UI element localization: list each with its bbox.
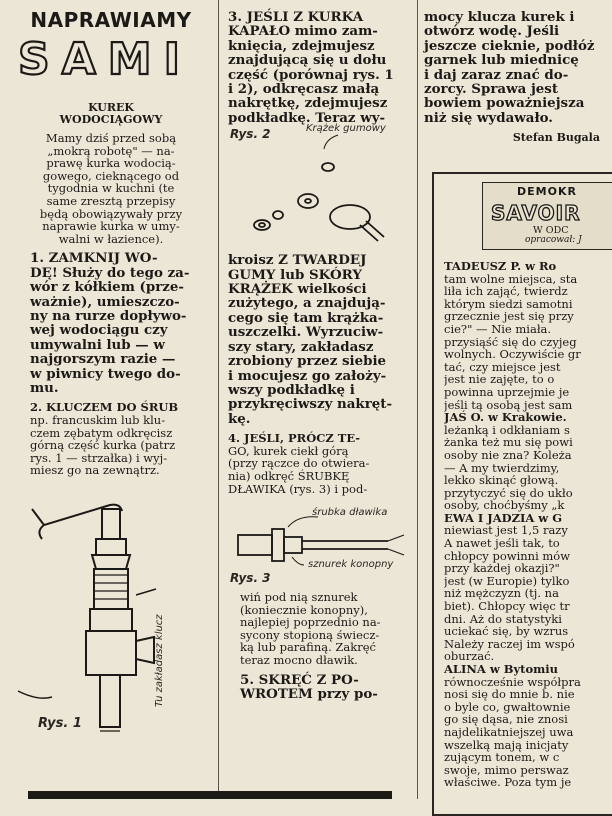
- figure-3-note-screw: śrubka dławika: [312, 507, 388, 519]
- text-line: teraz mocno dławik.: [240, 653, 358, 668]
- banner-line-4: opracował: J: [525, 235, 582, 245]
- text-line: (koniecznie konopny),: [240, 602, 368, 617]
- text-line: bowiem poważniejsza: [424, 95, 585, 112]
- text-line: czem zębatym odkręcisz: [30, 425, 173, 440]
- step-5-paragraph: [228, 673, 412, 702]
- text-line: najdelikatniejszej uwa: [444, 724, 574, 739]
- text-line: mocy klucza kurek i: [424, 9, 575, 25]
- savoir-vivre-text: [444, 260, 612, 800]
- text-line: „mokrą robotę" — na-: [47, 143, 175, 158]
- text-line: sycony stopioną świecz-: [240, 627, 380, 642]
- text-line: ką lub parafiną. Zakręć: [240, 640, 376, 655]
- step-4-paragraph: [228, 432, 412, 495]
- text-line: cego się tam krążka-: [228, 309, 384, 326]
- text-line: 3. JEŚLI Z KURKA: [228, 9, 364, 25]
- text-line: część (porównaj rys. 1: [228, 66, 394, 83]
- text-line: biet). Chłopcy więc tr: [444, 599, 570, 614]
- text-line: wiń pod nią sznurek: [240, 590, 358, 605]
- text-line: przysiąść się do czyjeg: [444, 334, 577, 349]
- text-line: — A my twierdzimy,: [444, 460, 560, 475]
- text-line: wór z kółkiem (prze-: [30, 279, 184, 296]
- text-line: naprawie kurka w umy-: [42, 219, 180, 234]
- banner-line-2: SAVOIR: [491, 201, 581, 225]
- text-line: i mocujesz go założy-: [228, 367, 387, 384]
- text-line: 4. JEŚLI, PRÓCZ TE-: [228, 431, 361, 446]
- sami-headline-text: SAMI: [18, 34, 192, 85]
- text-line: wolnych. Oczywiście gr: [444, 347, 581, 362]
- text-line: swoje, mimo perswaz: [444, 762, 569, 777]
- text-line: walni w łazience).: [58, 231, 164, 246]
- text-line: właściwe. Poza tym je: [444, 775, 572, 790]
- text-line: tygodnia w kuchni (te: [47, 181, 175, 196]
- text-line: wszy podkładkę i: [228, 381, 355, 398]
- text-line: otwórz wodę. Jeśli: [424, 23, 560, 40]
- figure-3: [228, 501, 412, 587]
- text-line: gowego, cieknącego od: [42, 168, 180, 183]
- text-line: przykręciwszy nakręt-: [228, 396, 393, 413]
- text-line: JAŚ O. w Krakowie.: [444, 410, 567, 425]
- text-line: GUMY lub SKÓRY: [228, 266, 362, 283]
- text-line: TADEUSZ P. w Ro: [444, 260, 557, 273]
- text-line: uciekać się, by wzrus: [444, 624, 569, 639]
- step-4-continued: [228, 591, 412, 667]
- figure-3-note-hemp: sznurek konopny: [308, 559, 394, 571]
- text-line: same zresztą przepisy: [46, 193, 176, 208]
- banner-line-1: DEMOKR: [517, 185, 577, 198]
- figure-1: [8, 491, 214, 751]
- text-line: knięcia, zdejmujesz: [228, 37, 375, 54]
- text-line: i daj zaraz znać do-: [424, 66, 569, 83]
- figure-1-label: Rys. 1: [38, 715, 82, 731]
- text-line: (przy rączce do otwiera-: [228, 456, 370, 471]
- text-line: niż mężczyzn (tj. na: [444, 586, 559, 601]
- article-ending: [424, 0, 612, 125]
- text-line: lekko skinąć głową.: [444, 473, 559, 488]
- text-line: dni. Aż do statystyki: [444, 611, 562, 626]
- figure-3-label: Rys. 3: [230, 571, 271, 586]
- text-line: o byle co, gwałtownie: [444, 699, 571, 714]
- figure-2-label: Rys. 2: [230, 127, 271, 142]
- text-line: uszczelki. Wyrzuciw-: [228, 324, 384, 341]
- text-line: kę.: [228, 410, 251, 427]
- text-line: znajdującą się u dołu: [228, 52, 387, 69]
- text-line: miesz go na zewnątrz.: [30, 463, 160, 478]
- text-line: A nawet jeśli tak, to: [444, 536, 560, 551]
- text-line: rys. 1 — strzałka) i wyj-: [30, 450, 168, 465]
- text-line: którym siedzi samotni: [444, 296, 573, 311]
- text-line: niewiast jest 1,5 razy: [444, 523, 568, 538]
- text-line: leżanką i odkłaniam s: [444, 422, 570, 437]
- text-line: podkładkę. Teraz wy-: [228, 109, 386, 126]
- text-line: ALINA w Bytomiu: [444, 662, 559, 676]
- banner-line-3: W ODC: [533, 225, 569, 236]
- text-line: powinna uprzejmie je: [444, 384, 570, 399]
- savoir-vivre-box: [432, 172, 612, 816]
- sami-headline: [12, 34, 198, 86]
- text-line: kroisz Z TWARDEJ: [228, 252, 367, 269]
- text-line: ważnie), umieszczo-: [30, 293, 180, 310]
- subtitle-line-1: KUREK: [88, 101, 134, 114]
- text-line: zującym tonem, w c: [444, 750, 560, 765]
- tap-illustration: [8, 491, 208, 751]
- text-line: umywalni lub — w: [30, 336, 165, 353]
- text-line: tać, czy miejsce jest: [444, 359, 561, 374]
- column-2: [228, 0, 412, 701]
- column-3: [424, 0, 612, 790]
- text-line: niż się wydawało.: [424, 109, 553, 126]
- text-line: szy stary, zakładasz: [228, 338, 374, 355]
- step-1-paragraph: [8, 251, 214, 395]
- text-line: Mamy dziś przed sobą: [45, 131, 177, 145]
- text-line: równocześnie współpra: [444, 674, 581, 689]
- figure-2: [228, 123, 412, 253]
- column-divider: [417, 0, 418, 799]
- text-line: liła ich zająć, twierdz: [444, 284, 568, 299]
- text-line: prawę kurka wodocią-: [46, 156, 176, 171]
- bottom-black-bar: [28, 791, 392, 799]
- intro-paragraph: [8, 132, 214, 245]
- text-line: wej wodociągu czy: [30, 322, 168, 339]
- text-line: tam wolne miejsca, sta: [444, 271, 578, 286]
- text-line: ny na rurze dopływo-: [30, 307, 187, 324]
- text-line: 5. SKRĘĆ Z PO-: [240, 671, 359, 688]
- text-line: oburzać.: [444, 649, 495, 664]
- text-line: przy każdej okazji?": [444, 561, 560, 576]
- subtitle-line-2: WODOCIĄGOWY: [59, 113, 163, 126]
- savoir-vivre-banner: [482, 182, 612, 250]
- author-signature: Stefan Bugala: [512, 131, 600, 145]
- text-line: górną część kurka (patrz: [30, 438, 176, 453]
- text-line: 2. KLUCZEM DO ŚRUB: [30, 400, 179, 415]
- text-line: WROTEM przy po-: [240, 686, 378, 703]
- text-line: jeśli tą osobą jest sam: [444, 397, 573, 412]
- text-line: GO, kurek ciekł górą: [228, 443, 349, 458]
- text-line: nakrętkę, zdejmujesz: [228, 95, 388, 112]
- text-line: grzecznie jest się przy: [444, 309, 574, 324]
- text-line: osoby, choćbyśmy „k: [444, 498, 565, 513]
- text-line: 1. ZAMKNIJ WO-: [30, 250, 158, 267]
- text-line: przytyczyć się do ukło: [444, 485, 573, 500]
- text-line: jest nie zajęte, to o: [444, 372, 555, 387]
- text-line: zrobiony przez siebie: [228, 353, 387, 370]
- text-line: KAPAŁO mimo zam-: [228, 23, 378, 40]
- column-divider: [218, 0, 219, 799]
- text-line: zorcy. Sprawa jest: [424, 81, 559, 98]
- text-line: osoby nie zna? Koleża: [444, 447, 572, 462]
- column-1: [8, 0, 214, 751]
- text-line: nosi się do mnie b. nie: [444, 687, 575, 702]
- text-line: Należy raczej im wspó: [444, 636, 575, 651]
- text-line: w piwnicy twego do-: [30, 365, 181, 382]
- figure-1-note: Tu zakładasz klucz: [154, 614, 165, 707]
- text-line: garnek lub miednicę: [424, 52, 579, 69]
- text-line: DŁAWIKA (rys. 3) i pod-: [228, 481, 368, 496]
- text-line: np. francuskim lub klu-: [30, 413, 166, 427]
- text-line: mu.: [30, 380, 59, 396]
- figure-2-note: Krążek gumowy: [306, 123, 386, 135]
- text-line: jeszcze cieknie, podłóż: [424, 37, 595, 54]
- text-line: zużytego, a znajdują-: [228, 295, 386, 312]
- text-line: będą obowiązywały przy: [39, 206, 183, 221]
- step-3-continued: [228, 253, 412, 426]
- text-line: i 2), odkręcasz małą: [228, 81, 380, 98]
- text-line: DĘ! Służy do tego za-: [30, 264, 190, 281]
- step-3-paragraph: [228, 0, 412, 125]
- washer-illustration: [228, 129, 412, 253]
- text-line: go się dąsa, nie znosi: [444, 712, 568, 727]
- text-line: EWA I JADZIA w G: [444, 510, 563, 525]
- text-line: wszelką mają inicjaty: [444, 737, 569, 752]
- text-line: najgorszym razie —: [30, 351, 176, 368]
- text-line: nia) odkręć ŚRUBKĘ: [228, 468, 350, 483]
- step-2-paragraph: [8, 401, 214, 477]
- text-line: KRĄŻEK wielkości: [228, 281, 367, 298]
- kicker-title: NAPRAWIAMY: [30, 8, 192, 32]
- text-line: jest (w Europie) tylko: [444, 573, 570, 588]
- text-line: cie?" — Nie miała.: [444, 321, 552, 336]
- text-line: najlepiej poprzednio na-: [240, 615, 381, 630]
- text-line: chłopcy powinni mów: [444, 548, 571, 563]
- text-line: żanka też mu się powi: [444, 435, 573, 450]
